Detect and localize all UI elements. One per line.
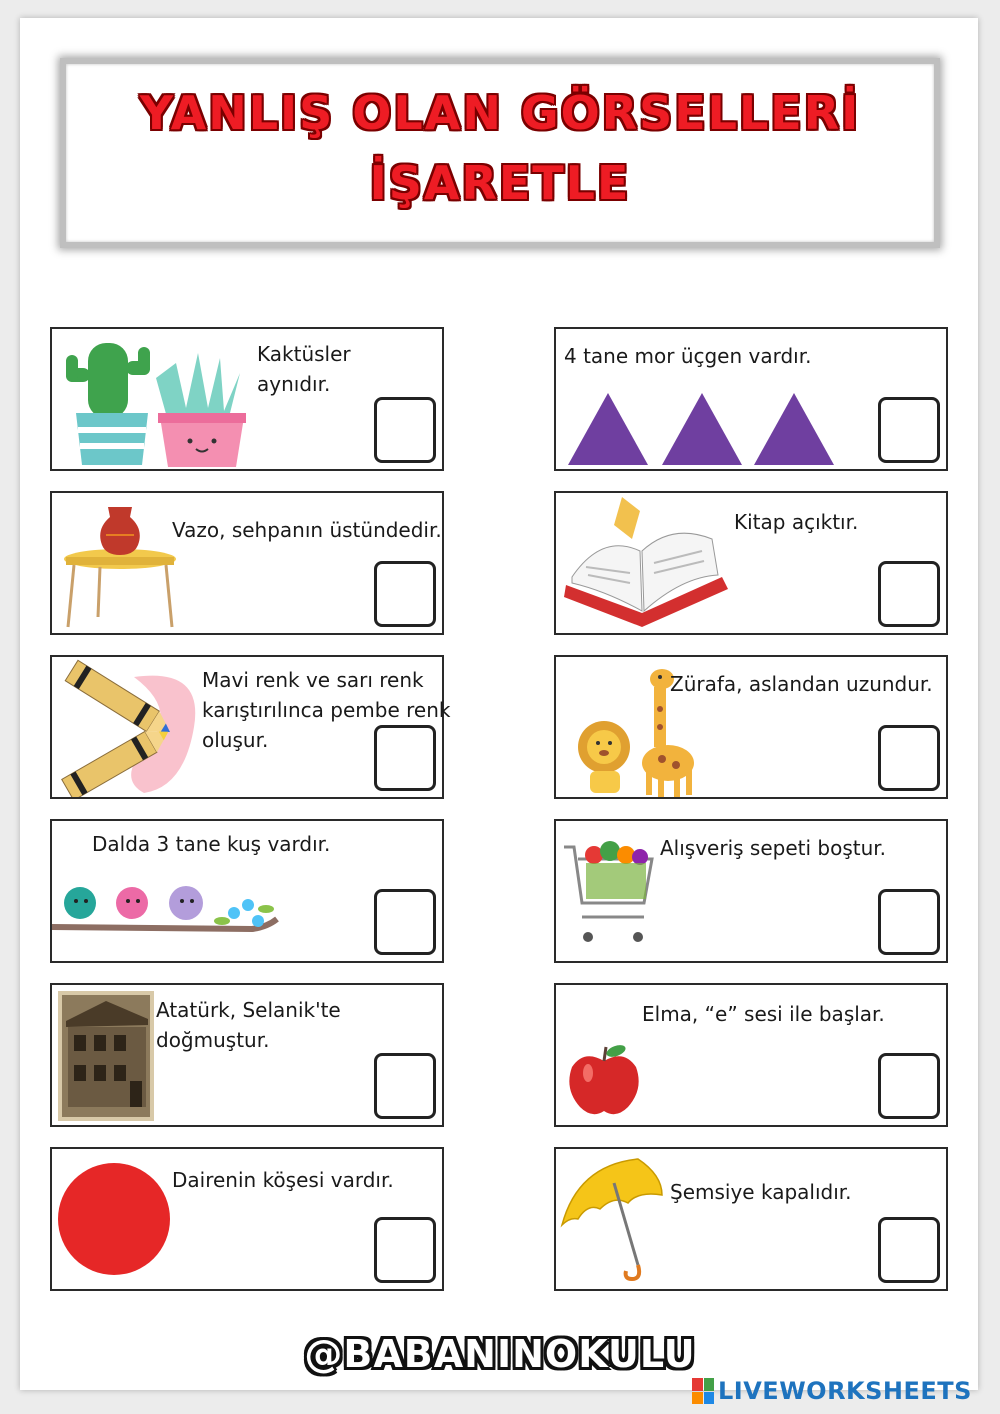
question-card-ataturk-house [50,983,444,1127]
author-handle: @BABANINOKULU [304,1332,696,1376]
card-text: Dairenin köşesi vardır. [172,1168,394,1192]
question-card-book [554,491,948,635]
question-card-cactus [50,327,444,471]
card-text: Atatürk, Selanik'te doğmuştur. [156,998,341,1052]
title-line-2: İŞARETLE [369,156,631,210]
liveworksheets-logo [692,1376,972,1406]
card-text: Alışveriş sepeti boştur. [660,836,887,860]
red-circle-image [54,1153,174,1283]
card-text: 4 tane mor üçgen vardır. [564,344,812,368]
card-text: Şemsiye kapalıdır. [670,1180,852,1204]
answer-checkbox[interactable] [374,561,436,627]
question-card-vase [50,491,444,635]
answer-checkbox[interactable] [374,1217,436,1283]
answer-checkbox[interactable] [878,889,940,955]
red-apple-image [564,1041,644,1121]
card-text: Kitap açıktır. [734,510,859,534]
answer-checkbox[interactable] [374,397,436,463]
purple-triangles-image [562,387,852,467]
question-card-umbrella [554,1147,948,1291]
question-card-birds [50,819,444,963]
cactus-image [58,333,248,468]
card-text: Zürafa, aslandan uzundur. [670,672,933,696]
title-line-1: YANLIŞ OLAN GÖRSELLERİ [139,86,861,140]
answer-checkbox[interactable] [374,1053,436,1119]
open-umbrella-image [558,1155,668,1285]
card-text: Kaktüsler aynıdır. [257,342,351,396]
brand-name: LIVEWORKSHEETS [718,1377,972,1405]
historic-house-photo [58,991,154,1121]
liveworksheets-badge-icon [692,1378,714,1404]
question-card-circle [50,1147,444,1291]
answer-checkbox[interactable] [878,725,940,791]
answer-checkbox[interactable] [374,725,436,791]
open-book-image [562,493,732,633]
answer-checkbox[interactable] [374,889,436,955]
birds-on-branch-image [52,879,282,959]
question-card-giraffe-lion [554,655,948,799]
question-card-apple [554,983,948,1127]
answer-checkbox[interactable] [878,1053,940,1119]
card-text: Vazo, sehpanın üstündedir. [172,518,442,542]
card-text: Elma, “e” sesi ile başlar. [642,1002,885,1026]
vase-on-table-image [60,499,180,629]
question-card-triangles [554,327,948,471]
question-card-shopping-cart [554,819,948,963]
card-text: Dalda 3 tane kuş vardır. [92,832,331,856]
title-banner [60,58,940,248]
card-text: Mavi renk ve sarı renk karıştırılınca pembe renk oluşur. [202,668,451,752]
shopping-cart-image [560,833,660,953]
answer-checkbox[interactable] [878,397,940,463]
answer-checkbox[interactable] [878,1217,940,1283]
crayons-mix-image [54,657,204,797]
answer-checkbox[interactable] [878,561,940,627]
question-card-crayons [50,655,451,799]
